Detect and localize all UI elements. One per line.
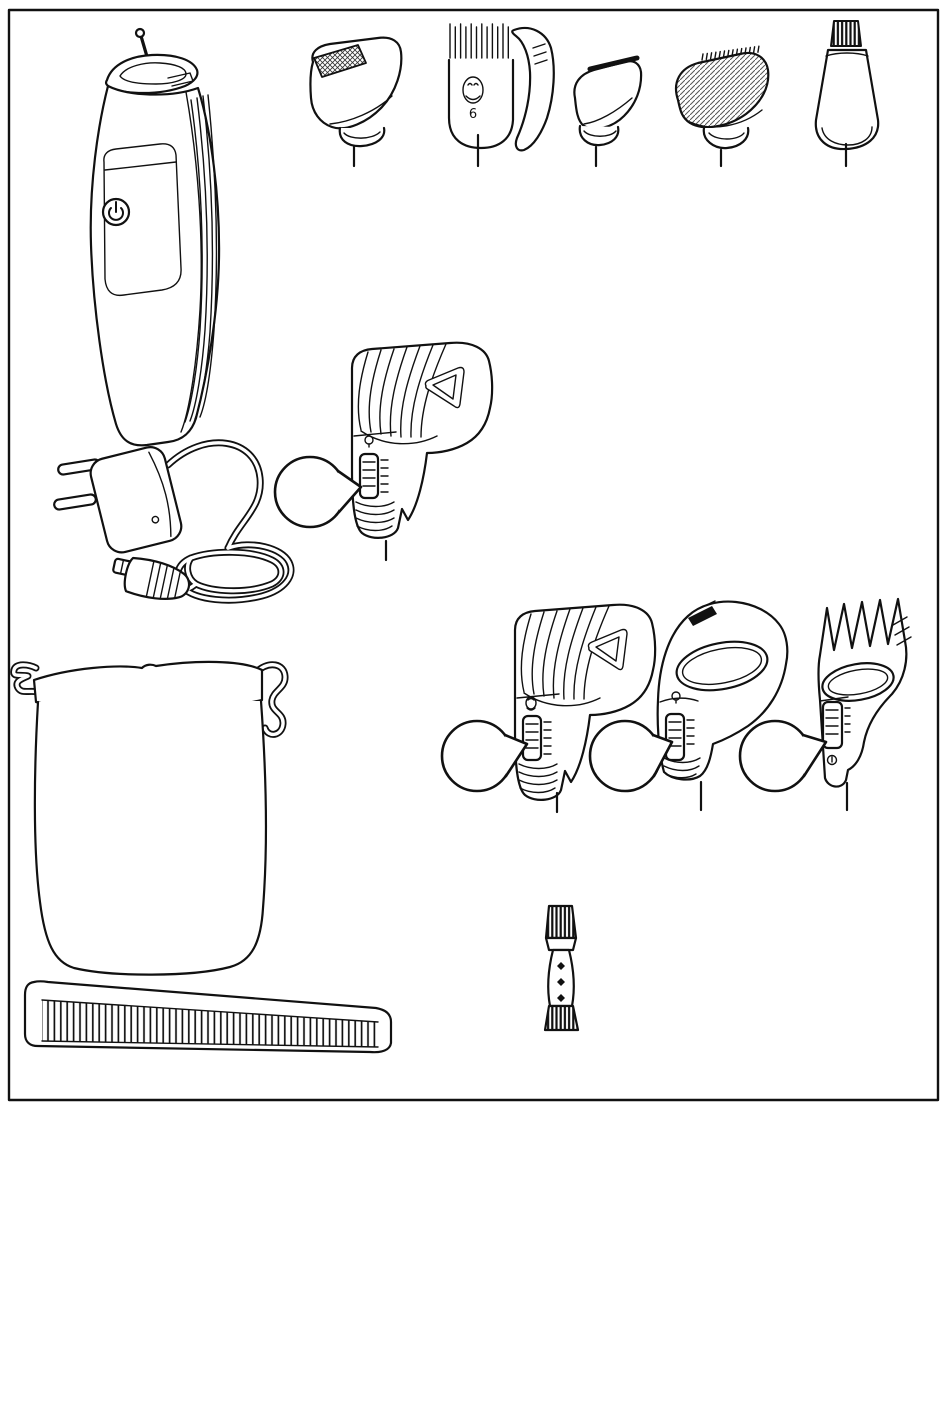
length-slider (666, 714, 684, 760)
nose-trimmer-head-illustration (816, 21, 878, 166)
comb-size-label: 6 (468, 107, 478, 122)
foil-shaver-head-illustration (310, 38, 401, 166)
zoom-callout-circle (275, 457, 361, 527)
power-icon (103, 199, 129, 225)
barber-comb-illustration (25, 981, 391, 1052)
beard-comb-attachment-illustration (449, 24, 554, 166)
charging-adapter-illustration (53, 443, 291, 605)
trimmer-handle-illustration (91, 29, 219, 445)
body-comb-attachment-illustration (819, 599, 912, 810)
body-shaver-head-illustration (676, 46, 768, 166)
precision-trimmer-head-illustration (574, 58, 641, 166)
length-slider (360, 454, 378, 498)
cleaning-brush-illustration (545, 906, 578, 1030)
cord-connector (109, 553, 192, 605)
storage-pouch-illustration (14, 662, 285, 975)
zoom-callout-circle (740, 721, 826, 791)
